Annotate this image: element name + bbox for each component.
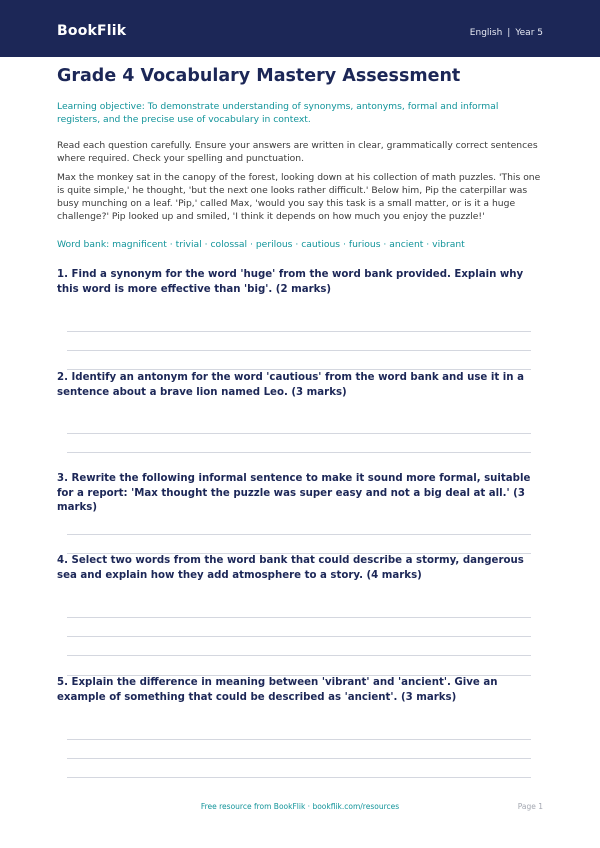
answer-line[interactable] xyxy=(67,758,531,759)
page-number: Page 1 xyxy=(517,802,543,811)
instructions: Read each question carefully. Ensure your answers are written in clear, grammatically correct sentences where required. Check your spelling and punctuation. xyxy=(57,140,538,164)
word-bank: Word bank: magnificent · trivial · colossal · perilous · cautious · furious · ancient · vibrant xyxy=(57,239,465,250)
question-4: 4. Select two words from the word bank that could describe a stormy, dangerous sea and explain how they add atmosphere to a story. (4 marks) xyxy=(57,555,524,581)
brand-logo[interactable]: BookFlik xyxy=(57,23,127,39)
answer-line[interactable] xyxy=(67,617,531,618)
answer-line[interactable] xyxy=(67,636,531,637)
question-2: 2. Identify an antonym for the word 'cautious' from the word bank and use it in a sentence about a brave lion named Leo. (3 marks) xyxy=(57,372,524,398)
year-label: Year 5 xyxy=(515,28,543,38)
answer-line[interactable] xyxy=(67,350,531,351)
header-meta xyxy=(470,28,543,38)
reading-passage: Max the monkey sat in the canopy of the forest, looking down at his collection of math puzzles. 'This one is quite simple,' he thought, 'but the next one looks rather difficult.' Below him, Pip the caterpillar was busy munching on a leaf. 'Pip,' called Max, 'would you say this task is a small matter, or is it a huge challenge?' Pip looked up and smiled, 'I think it depends on how much you enjoy the puzzle!' xyxy=(57,172,541,222)
answer-line[interactable] xyxy=(67,331,531,332)
question-1: 1. Find a synonym for the word 'huge' from the word bank provided. Explain why this word is more effective than 'big'. (2 marks) xyxy=(57,269,524,295)
header-separator: | xyxy=(507,28,511,38)
page-header xyxy=(0,0,600,57)
answer-line[interactable] xyxy=(67,777,531,778)
answer-line[interactable] xyxy=(67,534,531,535)
subject-label: English xyxy=(469,28,503,38)
footer-credit[interactable]: Free resource from BookFlik · bookflik.com/resources xyxy=(200,802,400,811)
answer-line[interactable] xyxy=(67,452,531,453)
learning-objective: Learning objective: To demonstrate understanding of synonyms, antonyms, formal and informal registers, and the precise use of vocabulary in context. xyxy=(57,101,499,125)
question-5: 5. Explain the difference in meaning between 'vibrant' and 'ancient'. Give an example of something that could be described as 'ancient'. (3 marks) xyxy=(57,677,498,703)
answer-line[interactable] xyxy=(67,655,531,656)
question-3: 3. Rewrite the following informal sentence to make it sound more formal, suitable for a report: 'Max thought the puzzle was super easy and not a big deal at all.' (3 marks) xyxy=(57,473,531,513)
answer-line[interactable] xyxy=(67,369,531,370)
page-title: Grade 4 Vocabulary Mastery Assessment xyxy=(57,66,461,86)
answer-line[interactable] xyxy=(67,433,531,434)
answer-line[interactable] xyxy=(67,739,531,740)
